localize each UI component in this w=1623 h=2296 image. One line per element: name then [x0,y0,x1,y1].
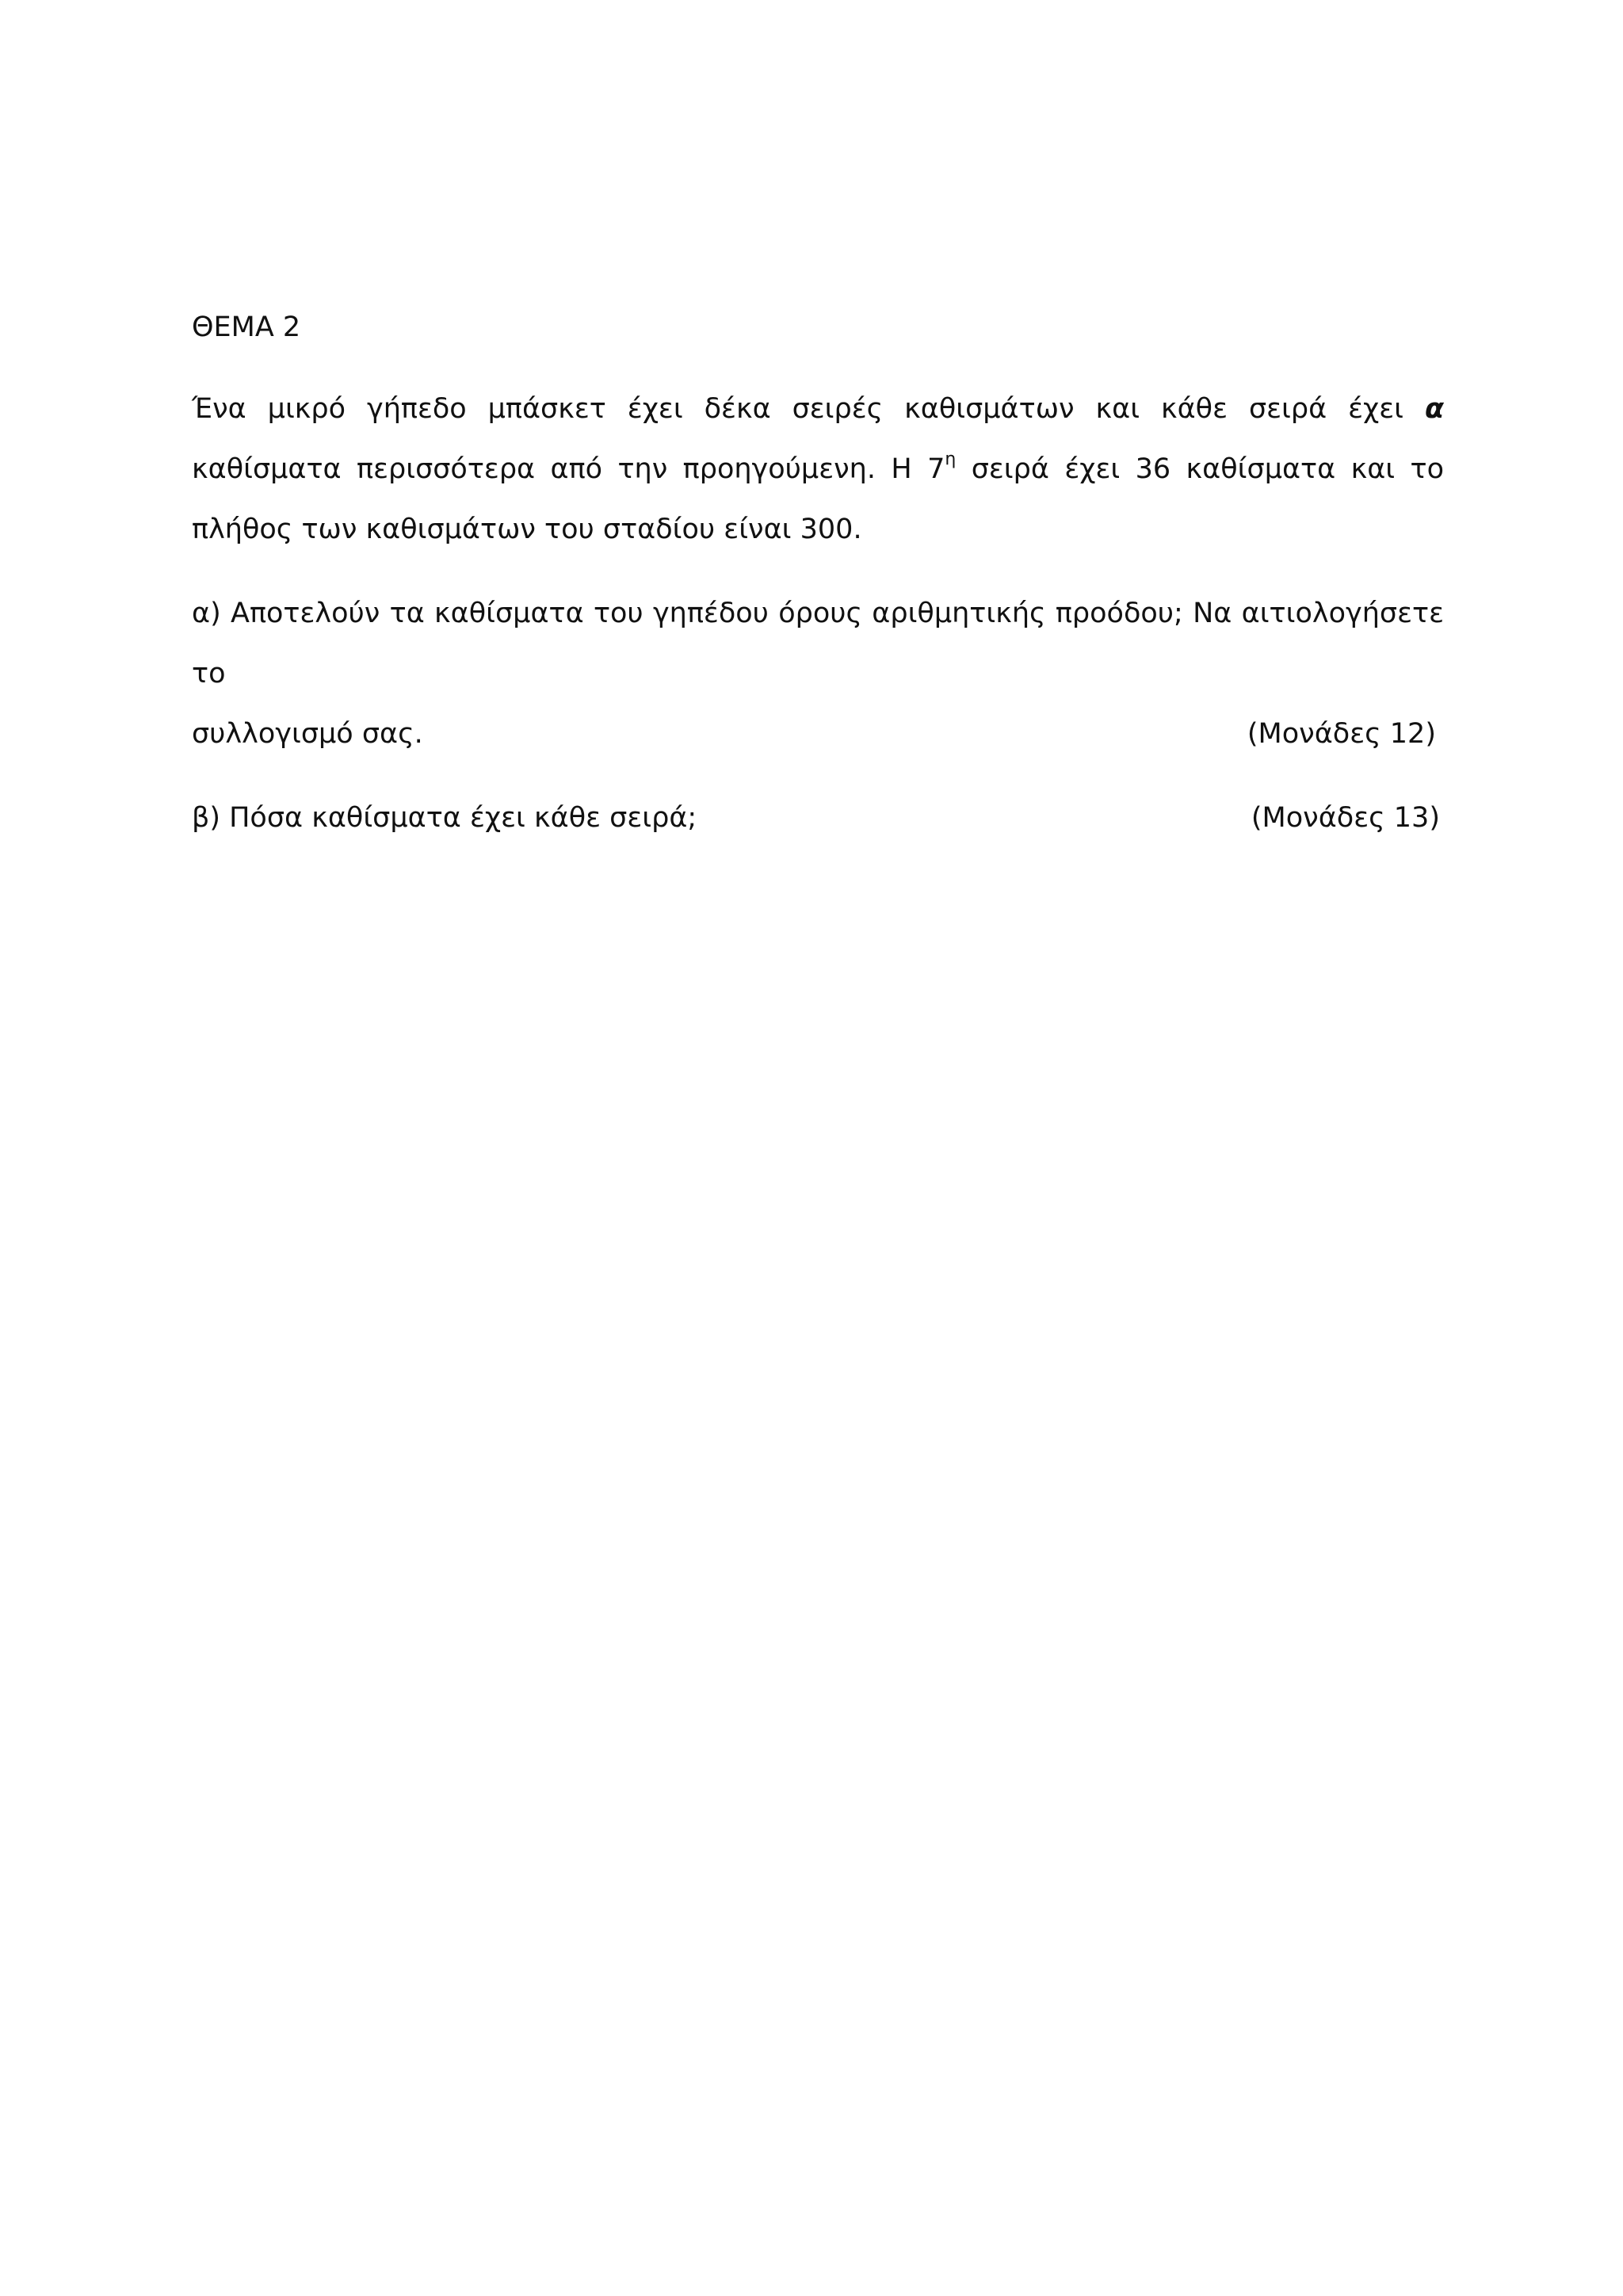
problem-statement [192,379,1444,560]
statement-part-3: σειρά έχει 36 καθίσματα και το πλήθος των καθισμάτων του σταδίου είναι 300. [192,453,1444,545]
statement-part-1: Ένα μικρό γήπεδο μπάσκετ έχει δέκα σειρές καθισμάτων και κάθε σειρά έχει [192,393,1425,425]
statement-part-2: καθίσματα περισσότερα από την προηγούμενη. Η 7 [192,453,945,485]
variable-alpha: α [1424,393,1444,425]
question-a [192,583,1444,764]
question-b-points: (Μονάδες 13) [1251,802,1440,834]
document-page [192,308,1444,848]
question-a-line-2 [192,704,1436,764]
question-b [192,788,1440,848]
topic-heading: ΘΕΜΑ 2 [192,311,301,343]
question-b-text: β) Πόσα καθίσματα έχει κάθε σειρά; [192,802,697,834]
ordinal-superscript: η [945,449,957,470]
question-a-line-1: α) Αποτελούν τα καθίσματα του γηπέδου όρους αριθμητικής προόδου; Να αιτιολογήσετε το [192,598,1444,690]
question-a-text-end: συλλογισμό σας. [192,718,423,750]
question-a-points: (Μονάδες 12) [1247,718,1436,750]
